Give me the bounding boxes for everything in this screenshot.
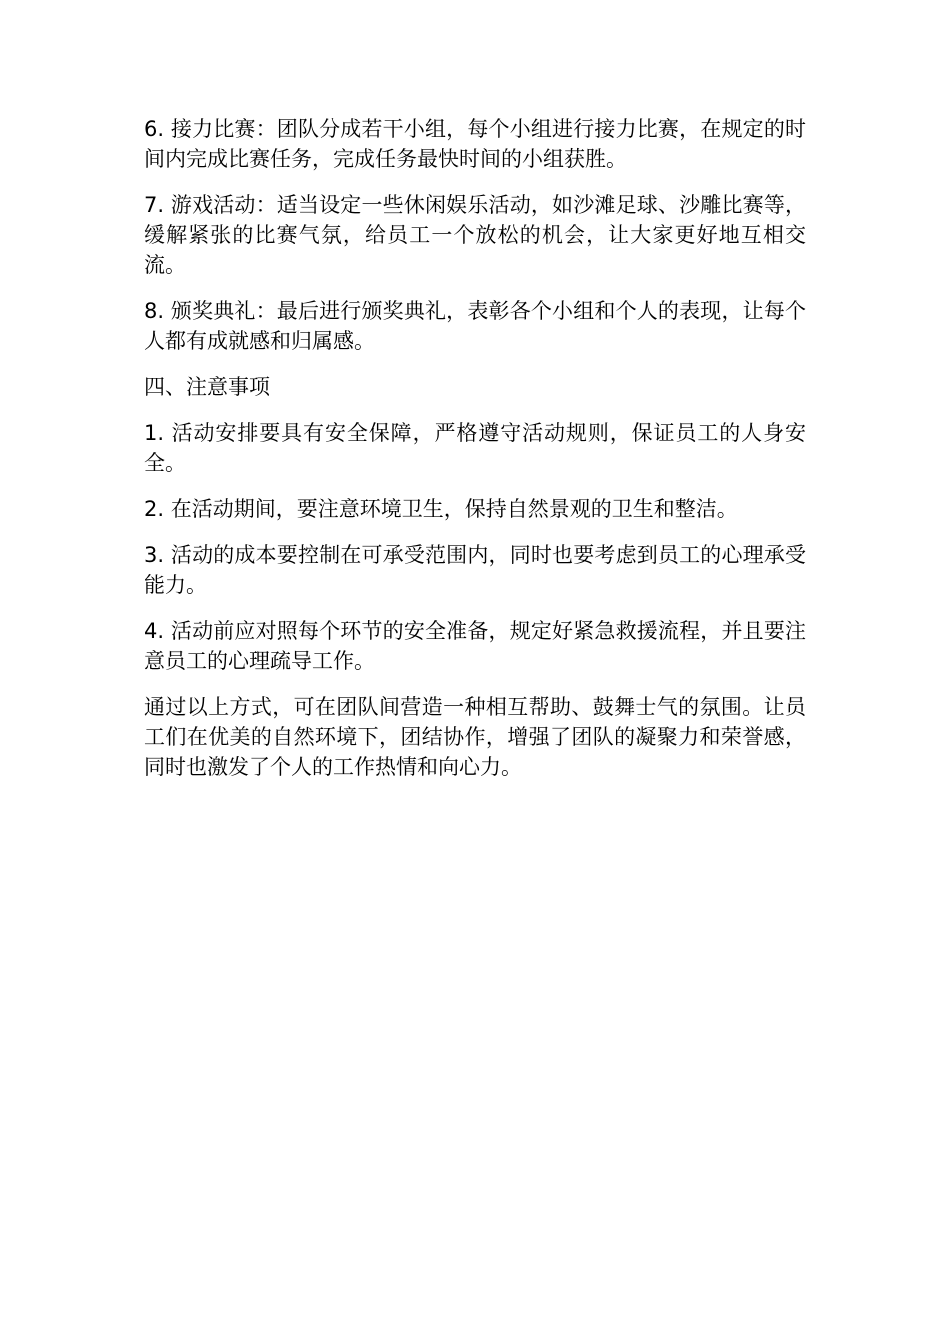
paragraph-note-cost: 3. 活动的成本要控制在可承受范围内，同时也要考虑到员工的心理承受能力。 <box>144 543 806 597</box>
paragraph-relay-race: 6. 接力比赛：团队分成若干小组，每个小组进行接力比赛，在规定的时间内完成比赛任务，完成任务最快时间的小组获胜。 <box>144 117 806 171</box>
paragraph-game-activities: 7. 游戏活动：适当设定一些休闲娱乐活动，如沙滩足球、沙雕比赛等，缓解紧张的比赛气氛，给员工一个放松的机会，让大家更好地互相交流。 <box>144 193 806 277</box>
paragraph-note-emergency: 4. 活动前应对照每个环节的安全准备，规定好紧急救援流程，并且要注意员工的心理疏导工作。 <box>144 619 806 673</box>
paragraph-note-safety: 1. 活动安排要具有安全保障，严格遵守活动规则，保证员工的人身安全。 <box>144 421 806 475</box>
document-body <box>144 114 806 798</box>
paragraph-conclusion: 通过以上方式，可在团队间营造一种相互帮助、鼓舞士气的氛围。让员工们在优美的自然环境下，团结协作，增强了团队的凝聚力和荣誉感，同时也激发了个人的工作热情和向心力。 <box>144 695 806 779</box>
paragraph-award-ceremony: 8. 颁奖典礼：最后进行颁奖典礼，表彰各个小组和个人的表现，让每个人都有成就感和归属感。 <box>144 299 806 353</box>
paragraph-note-hygiene: 2. 在活动期间，要注意环境卫生，保持自然景观的卫生和整洁。 <box>144 497 738 521</box>
section-heading-notes: 四、注意事项 <box>144 375 270 399</box>
